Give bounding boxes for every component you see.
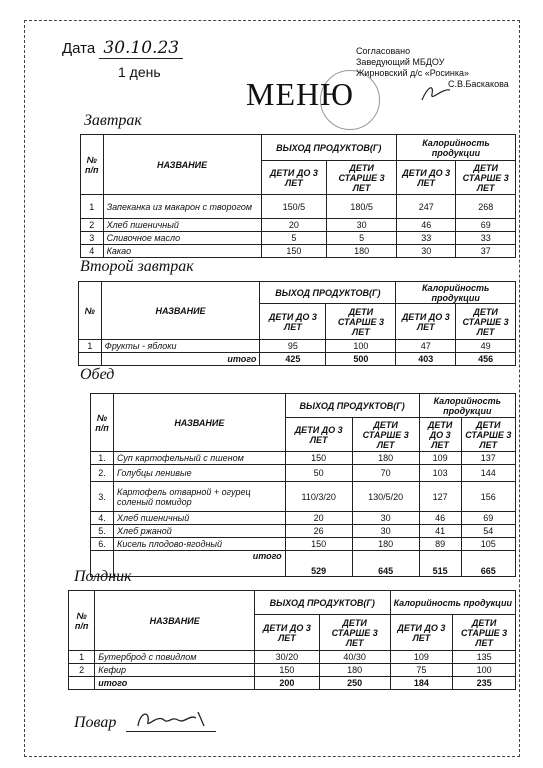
cook-signature-icon (134, 706, 214, 732)
col-name: НАЗВАНИЕ (103, 135, 261, 195)
col-output: ВЫХОД ПРОДУКТОВ(Г) (261, 135, 396, 161)
section-title-second-breakfast: Второй завтрак (80, 258, 194, 275)
col-kids-over: ДЕТИ СТАРШЕ 3 ЛЕТ (319, 615, 390, 651)
table-row: 3 Сливочное масло 5 5 33 33 (81, 232, 516, 245)
col-num: № (79, 282, 102, 340)
section-title-snack: Полдник (74, 568, 132, 585)
table-row: 1 Фрукты - яблоки 95 100 47 49 (79, 340, 516, 353)
col-kids-under: ДЕТИ ДО 3 ЛЕТ (285, 418, 352, 452)
table-row: 1 Бутерброд с повидлом 30/20 40/30 109 135 (69, 651, 516, 664)
table-row: 3. Картофель отварной + огурец соленый помидор 110/3/20 130/5/20 127 156 (91, 482, 516, 512)
col-kids-over: ДЕТИ СТАРШЕ 3 ЛЕТ (453, 615, 516, 651)
approval-line: Согласовано (356, 46, 411, 56)
date-label: Дата (62, 40, 96, 57)
table-row: 5. Хлеб ржаной 26 30 41 54 (91, 525, 516, 538)
col-kids-under: ДЕТИ ДО 3 ЛЕТ (419, 418, 461, 452)
col-kids-over: ДЕТИ СТАРШЕ 3 ЛЕТ (461, 418, 515, 452)
snack-table (68, 590, 516, 690)
col-num: № п/п (81, 135, 104, 195)
col-kids-under: ДЕТИ ДО 3 ЛЕТ (260, 304, 326, 340)
table-row: 1. Суп картофельный с пшеном 150 180 109 137 (91, 452, 516, 465)
table-row-total: итого 529 645 515 665 (91, 551, 516, 577)
table-row: 2 Кефир 150 180 75 100 (69, 664, 516, 677)
section-title-breakfast: Завтрак (84, 112, 142, 129)
col-num: № п/п (69, 591, 95, 651)
col-num: № п/п (91, 394, 114, 452)
approval-line: Заведующий МБДОУ (356, 57, 445, 67)
table-row: 2. Голубцы ленивые 50 70 103 144 (91, 465, 516, 482)
col-calorie: Калорийность продукции (396, 282, 516, 304)
cook-label: Повар (74, 714, 117, 731)
table-row: 4 Какао 150 180 30 37 (81, 245, 516, 258)
table-row: 1 Запеканка из макарон с творогом 150/5 180/5 247 268 (81, 195, 516, 219)
col-kids-under: ДЕТИ ДО 3 ЛЕТ (261, 161, 327, 195)
col-kids-under: ДЕТИ ДО 3 ЛЕТ (255, 615, 320, 651)
col-name: НАЗВАНИЕ (95, 591, 255, 651)
col-output: ВЫХОД ПРОДУКТОВ(Г) (260, 282, 396, 304)
approval-line: Жирновский д/с «Росинка» (356, 68, 470, 78)
col-output: ВЫХОД ПРОДУКТОВ(Г) (285, 394, 419, 418)
col-kids-over: ДЕТИ СТАРШЕ 3 ЛЕТ (456, 304, 516, 340)
table-row: 2 Хлеб пшеничный 20 30 46 69 (81, 219, 516, 232)
col-kids-under: ДЕТИ ДО 3 ЛЕТ (390, 615, 453, 651)
table-row: 4. Хлеб пшеничный 20 30 46 69 (91, 512, 516, 525)
date-line (62, 38, 183, 58)
table-row-total: итого 200 250 184 235 (69, 677, 516, 690)
col-calorie: Калорийность продукции (396, 135, 515, 161)
date-value: 30.10.23 (99, 38, 183, 59)
col-kids-over: ДЕТИ СТАРШЕ 3 ЛЕТ (352, 418, 419, 452)
signature-icon (420, 82, 454, 104)
col-kids-over: ДЕТИ СТАРШЕ 3 ЛЕТ (326, 304, 396, 340)
section-title-lunch: Обед (80, 366, 115, 383)
col-kids-over: ДЕТИ СТАРШЕ 3 ЛЕТ (327, 161, 397, 195)
col-name: НАЗВАНИЕ (101, 282, 260, 340)
table-row: 6. Кисель плодово-ягодный 150 180 89 105 (91, 538, 516, 551)
col-kids-under: ДЕТИ ДО 3 ЛЕТ (396, 304, 456, 340)
col-output: ВЫХОД ПРОДУКТОВ(Г) (255, 591, 391, 615)
lunch-table (90, 393, 516, 577)
col-kids-over: ДЕТИ СТАРШЕ 3 ЛЕТ (456, 161, 516, 195)
day-label: 1 день (118, 64, 161, 80)
page-title: МЕНЮ (246, 76, 354, 112)
breakfast-table (80, 134, 516, 258)
col-calorie: Калорийность продукции (419, 394, 515, 418)
approval-line: С.В.Баскакова (448, 79, 509, 89)
col-name: НАЗВАНИЕ (114, 394, 286, 452)
table-row-total: итого 425 500 403 456 (79, 353, 516, 366)
second-breakfast-table (78, 281, 516, 366)
col-calorie: Калорийность продукции (390, 591, 515, 615)
col-kids-under: ДЕТИ ДО 3 ЛЕТ (396, 161, 456, 195)
